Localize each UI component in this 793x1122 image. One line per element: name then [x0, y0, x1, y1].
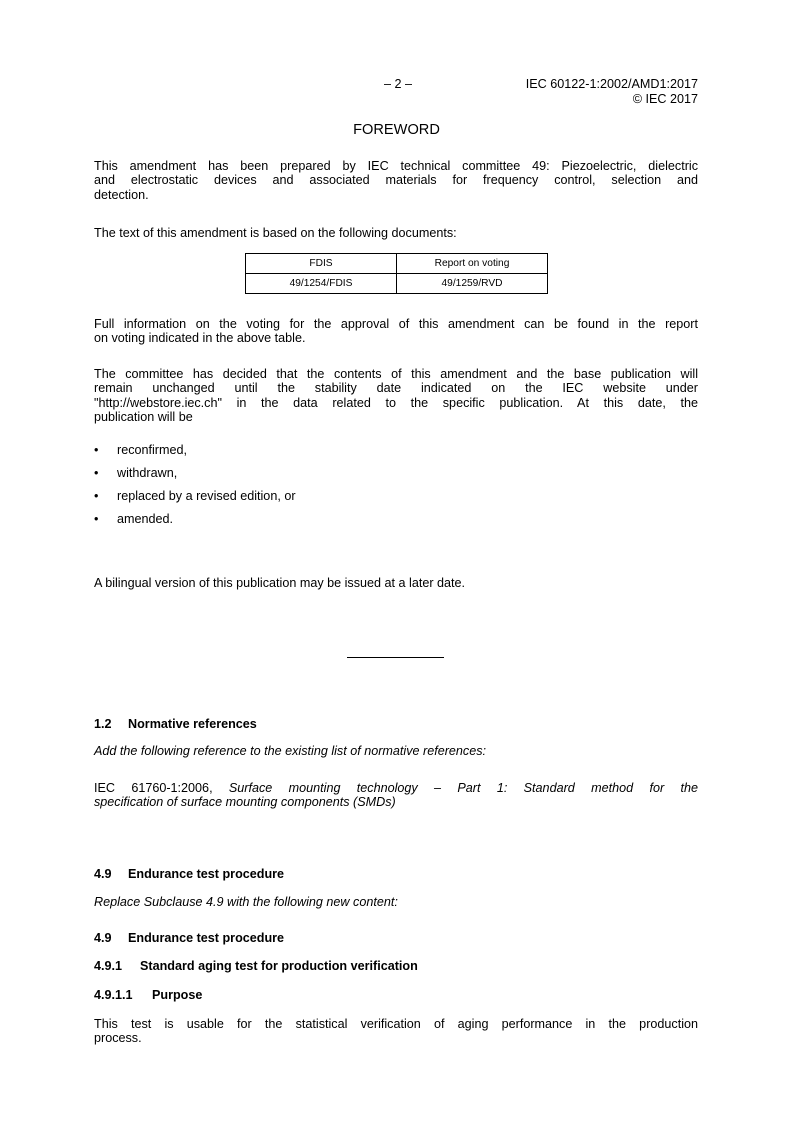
- bullet-icon: •: [94, 443, 99, 457]
- heading-title: Purpose: [152, 988, 203, 1002]
- bilingual-note: A bilingual version of this publication may be issued at a later date.: [94, 576, 466, 590]
- purpose-line: This test is usable for the statistical verification of aging performance in the production: [94, 1017, 698, 1031]
- documents-table: [245, 253, 548, 294]
- list-item-text: amended.: [117, 512, 174, 526]
- replace-instruction: Replace Subclause 4.9 with the following new content:: [94, 895, 398, 909]
- list-item-text: replaced by a revised edition, or: [117, 489, 296, 503]
- heading-number: 4.9: [94, 867, 112, 881]
- heading-4-9-new: [94, 931, 284, 945]
- list-item-text: reconfirmed,: [117, 443, 187, 457]
- stability-line: "http://webstore.iec.ch" in the data related to the specific publication. At this date, the: [94, 395, 698, 410]
- list-item-text: withdrawn,: [117, 466, 178, 480]
- heading-title: Endurance test procedure: [128, 931, 285, 945]
- reference-title: Surface mounting technology – Part 1: Standard method for the: [228, 781, 698, 795]
- stability-line: remain unchanged until the stability date indicated on the IEC website under: [94, 381, 698, 396]
- stability-line: publication will be: [94, 410, 193, 425]
- stability-line: The committee has decided that the contents of this amendment and the base publication will: [94, 367, 698, 381]
- heading-title: Endurance test procedure: [128, 867, 285, 881]
- docs-intro: The text of this amendment is based on the following documents:: [94, 226, 457, 240]
- page-number: – 2 –: [383, 77, 412, 91]
- heading-number: 4.9.1.1: [94, 988, 133, 1002]
- foreword-title: FOREWORD: [353, 122, 440, 138]
- purpose-line: process.: [94, 1031, 142, 1046]
- table-row: [246, 274, 548, 294]
- voting-line: on voting indicated in the above table.: [94, 331, 306, 346]
- purpose-paragraph: [94, 1017, 698, 1046]
- heading-1-2: [94, 717, 257, 731]
- voting-line: Full information on the voting for the approval of this amendment can be found in the report: [94, 317, 698, 331]
- heading-title: Standard aging test for production verification: [140, 959, 418, 973]
- table-header-cell: Report on voting: [397, 254, 548, 274]
- heading-number: 1.2: [94, 717, 112, 731]
- document-id: IEC 60122-1:2002/AMD1:2017: [525, 77, 698, 91]
- table-cell: 49/1259/RVD: [397, 274, 548, 294]
- heading-4-9: [94, 867, 284, 881]
- stability-paragraph: [94, 367, 698, 425]
- table-header-cell: FDIS: [246, 254, 397, 274]
- normative-instruction: Add the following reference to the existing list of normative references:: [94, 744, 487, 758]
- reference-line: [94, 795, 698, 809]
- reference-line: [94, 781, 698, 795]
- heading-number: 4.9: [94, 931, 112, 945]
- copyright-notice: © IEC 2017: [632, 92, 698, 106]
- bullet-icon: •: [94, 512, 99, 526]
- normative-reference: [94, 781, 698, 810]
- foreword-intro: [94, 159, 698, 202]
- intro-line: and electrostatic devices and associated materials for frequency control, selection and: [94, 173, 698, 188]
- voting-paragraph: [94, 317, 698, 346]
- reference-id: IEC 61760-1:2006,: [94, 781, 229, 795]
- table-cell: 49/1254/FDIS: [246, 274, 397, 294]
- intro-line: This amendment has been prepared by IEC technical committee 49: Piezoelectric, dielectric: [94, 159, 698, 173]
- heading-4-9-1: [94, 959, 418, 973]
- intro-line: detection.: [94, 187, 149, 202]
- reference-title: specification of surface mounting components (SMDs): [94, 795, 396, 810]
- bullet-icon: •: [94, 466, 99, 480]
- bullet-icon: •: [94, 489, 99, 503]
- heading-number: 4.9.1: [94, 959, 123, 973]
- heading-title: Normative references: [128, 717, 257, 731]
- table-header-row: [246, 254, 548, 274]
- section-divider: [347, 657, 444, 658]
- heading-4-9-1-1: [94, 988, 202, 1002]
